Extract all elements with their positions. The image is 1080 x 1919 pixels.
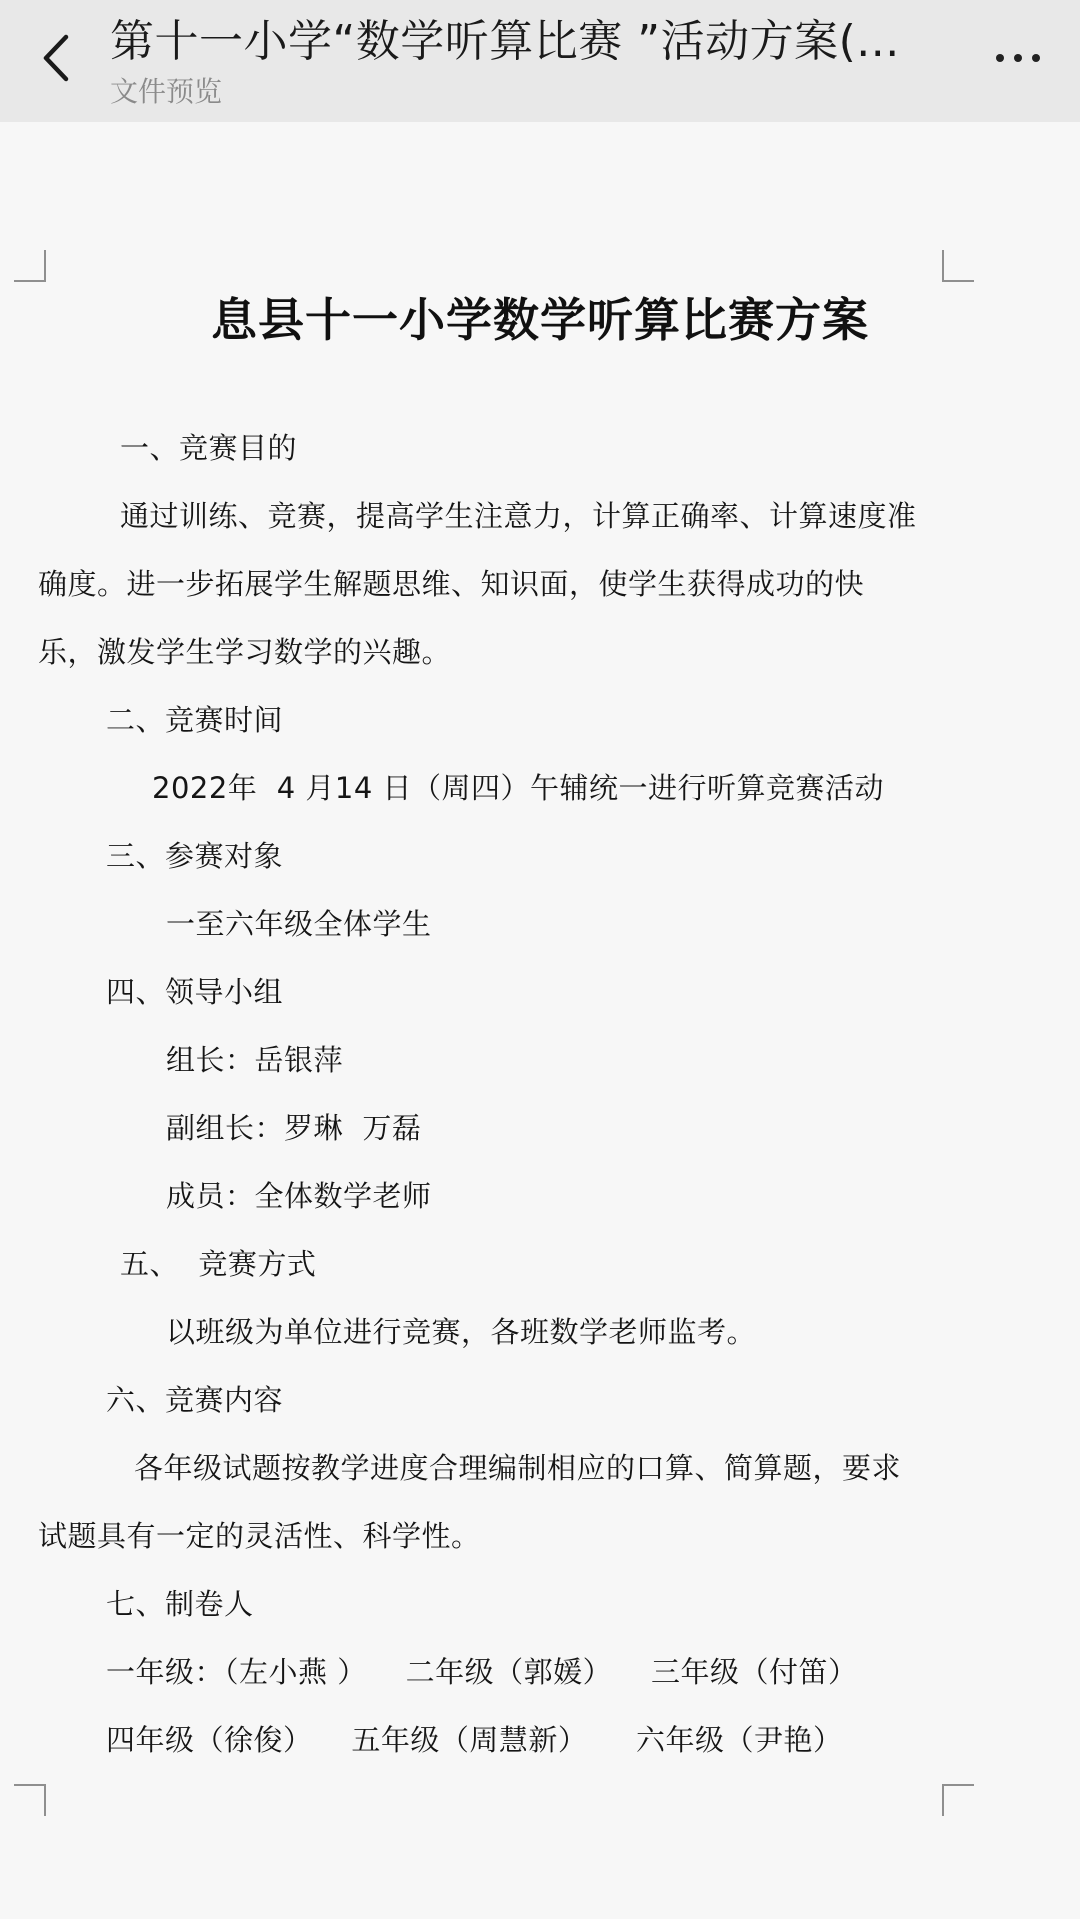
page-corner-mark <box>14 1784 46 1816</box>
file-title: 第十一小学“数学听算比赛 ”活动方案(... <box>110 16 900 67</box>
paragraph-line: 四年级（徐俊） 五年级（周慧新） 六年级（尹艳） <box>106 1723 843 1757</box>
file-preview-label: 文件预览 <box>110 75 223 108</box>
paragraph-line: 一年级：（左小燕 ） 二年级（郭媛） 三年级（付笛） <box>106 1655 858 1689</box>
paragraph-line: 以班级为单位进行竞赛，各班数学老师监考。 <box>166 1315 757 1349</box>
back-button[interactable] <box>22 18 88 98</box>
page-corner-mark <box>14 250 46 282</box>
paragraph-line: 各年级试题按教学进度合理编制相应的口算、简算题，要求 <box>134 1451 902 1485</box>
section-heading: 六、竞赛内容 <box>106 1383 284 1417</box>
section-heading: 四、领导小组 <box>106 975 284 1009</box>
section-heading: 五、 竞赛方式 <box>120 1247 317 1281</box>
more-horizontal-icon <box>996 54 1004 62</box>
section-heading: 七、制卷人 <box>106 1587 254 1621</box>
section-heading: 一、竞赛目的 <box>120 431 298 465</box>
more-horizontal-icon <box>1014 54 1022 62</box>
more-options-button[interactable] <box>980 30 1056 86</box>
paragraph-line: 2022年 4 月14 日（周四）午辅统一进行听算竞赛活动 <box>152 771 885 805</box>
document-title: 息县十一小学数学听算比赛方案 <box>211 293 869 347</box>
paragraph-line: 一至六年级全体学生 <box>166 907 432 941</box>
document-page[interactable] <box>0 122 1080 1919</box>
paragraph-line: 乐，激发学生学习数学的兴趣。 <box>38 635 452 669</box>
section-heading: 二、竞赛时间 <box>106 703 284 737</box>
paragraph-line: 组长：岳银萍 <box>166 1043 344 1077</box>
more-horizontal-icon <box>1032 54 1040 62</box>
title-bar <box>0 0 1080 122</box>
paragraph-line: 试题具有一定的灵活性、科学性。 <box>38 1519 481 1553</box>
title-block <box>110 14 940 110</box>
paragraph-line: 成员：全体数学老师 <box>166 1179 432 1213</box>
paragraph-line: 通过训练、竞赛，提高学生注意力，计算正确率、计算速度准 <box>120 499 917 533</box>
paragraph-line: 副组长：罗琳 万磊 <box>166 1111 422 1145</box>
paragraph-line: 确度。进一步拓展学生解题思维、知识面，使学生获得成功的快 <box>38 567 865 601</box>
chevron-left-icon <box>38 33 72 83</box>
section-heading: 三、参赛对象 <box>106 839 284 873</box>
page-corner-mark <box>942 1784 974 1816</box>
page-corner-mark <box>942 250 974 282</box>
